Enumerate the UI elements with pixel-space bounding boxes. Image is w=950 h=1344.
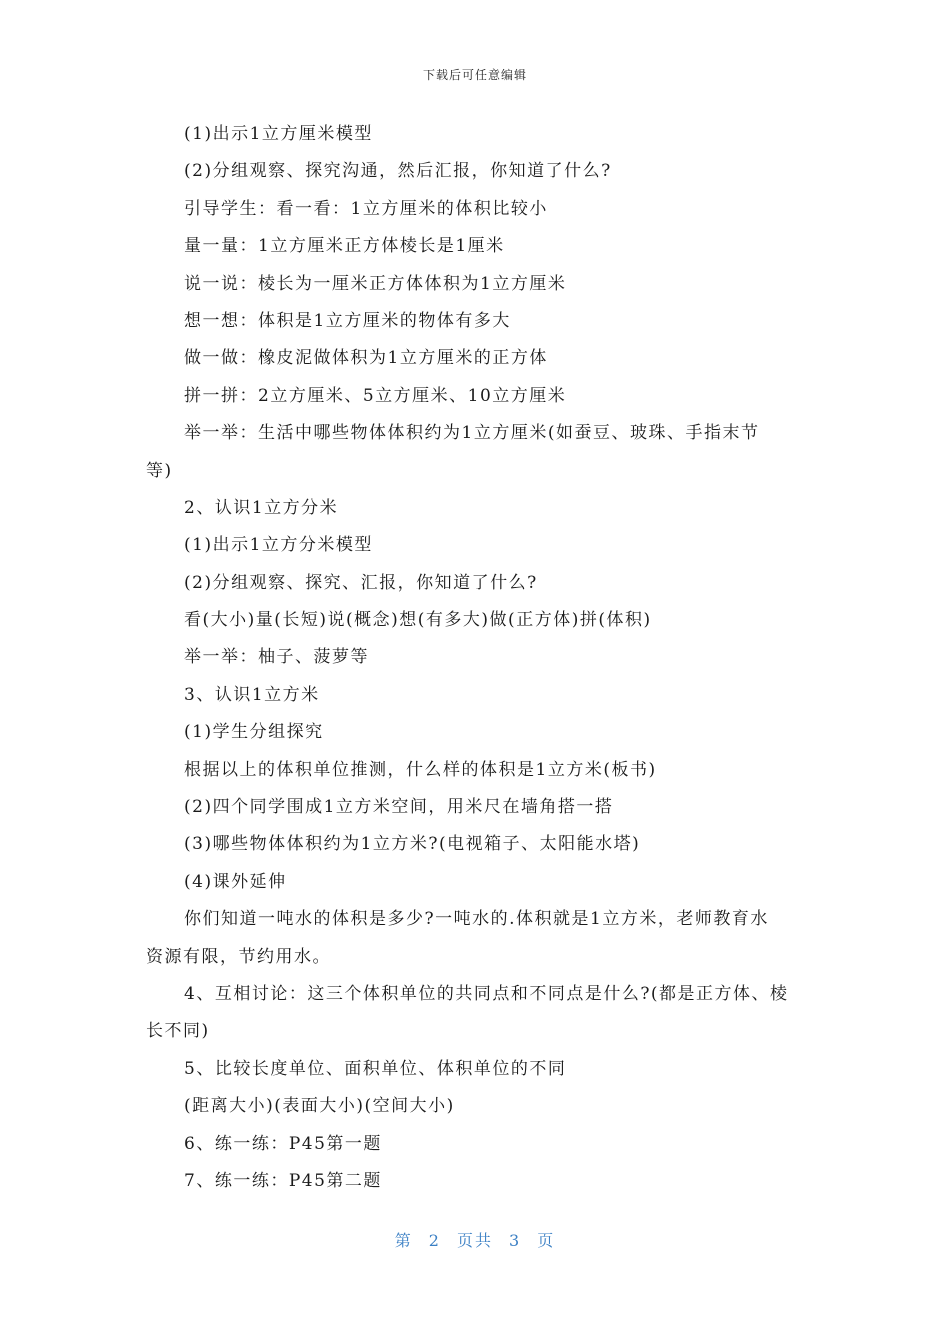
text-line: 说一说：棱长为一厘米正方体体积为1立方厘米 bbox=[184, 273, 567, 294]
footer-suffix: 页 bbox=[537, 1231, 556, 1250]
text-line: 等) bbox=[146, 460, 173, 481]
text-line: 拼一拼：2立方厘米、5立方厘米、10立方厘米 bbox=[184, 385, 567, 406]
text-line: (4)课外延伸 bbox=[184, 871, 287, 892]
text-line: (1)出示1立方分米模型 bbox=[184, 535, 373, 556]
footer-middle: 页共 bbox=[456, 1231, 493, 1250]
text-line: (2)分组观察、探究、汇报，你知道了什么? bbox=[184, 572, 538, 593]
text-line: 举一举：生活中哪些物体体积约为1立方厘米(如蚕豆、玻珠、手指末节 bbox=[184, 423, 760, 444]
page-footer bbox=[0, 1228, 950, 1251]
section-heading: 6、练一练：P45第一题 bbox=[184, 1133, 382, 1154]
text-line: (1)出示1立方厘米模型 bbox=[184, 124, 373, 144]
footer-current-page: 2 bbox=[428, 1231, 441, 1250]
text-line: (距离大小)(表面大小)(空间大小) bbox=[184, 1096, 455, 1117]
section-heading: 4、互相讨论：这三个体积单位的共同点和不同点是什么?(都是正方体、棱 bbox=[184, 983, 789, 1004]
text-line: (1)学生分组探究 bbox=[184, 722, 324, 743]
text-line: 举一举：柚子、菠萝等 bbox=[184, 647, 369, 668]
text-line: 做一做：橡皮泥做体积为1立方厘米的正方体 bbox=[184, 348, 548, 369]
footer-prefix: 第 bbox=[394, 1231, 413, 1250]
footer-total-pages: 3 bbox=[509, 1231, 522, 1250]
section-heading: 2、认识1立方分米 bbox=[184, 497, 339, 518]
text-line: 根据以上的体积单位推测，什么样的体积是1立方米(板书) bbox=[184, 759, 657, 780]
text-line: 资源有限，节约用水。 bbox=[146, 946, 331, 967]
text-line: (2)四个同学围成1立方米空间，用米尺在墙角搭一搭 bbox=[184, 797, 614, 818]
text-line: 看(大小)量(长短)说(概念)想(有多大)做(正方体)拼(体积) bbox=[184, 610, 652, 631]
section-heading: 5、比较长度单位、面积单位、体积单位的不同 bbox=[184, 1058, 567, 1079]
text-line: 你们知道一吨水的体积是多少?一吨水的.体积就是1立方米，老师教育水 bbox=[184, 909, 769, 930]
section-heading: 3、认识1立方米 bbox=[184, 684, 320, 705]
document-body bbox=[146, 116, 808, 1200]
page-header: 下载后可任意编辑 bbox=[422, 68, 527, 82]
text-line: 量一量：1立方厘米正方体棱长是1厘米 bbox=[184, 236, 505, 257]
text-line: (2)分组观察、探究沟通，然后汇报，你知道了什么? bbox=[184, 161, 612, 182]
text-line: 想一想：体积是1立方厘米的物体有多大 bbox=[184, 310, 511, 331]
text-line: (3)哪些物体体积约为1立方米?(电视箱子、太阳能水塔) bbox=[184, 834, 641, 855]
text-line: 引导学生：看一看：1立方厘米的体积比较小 bbox=[184, 198, 548, 219]
section-heading: 7、练一练：P45第二题 bbox=[184, 1170, 382, 1191]
text-line: 长不同) bbox=[146, 1021, 210, 1042]
